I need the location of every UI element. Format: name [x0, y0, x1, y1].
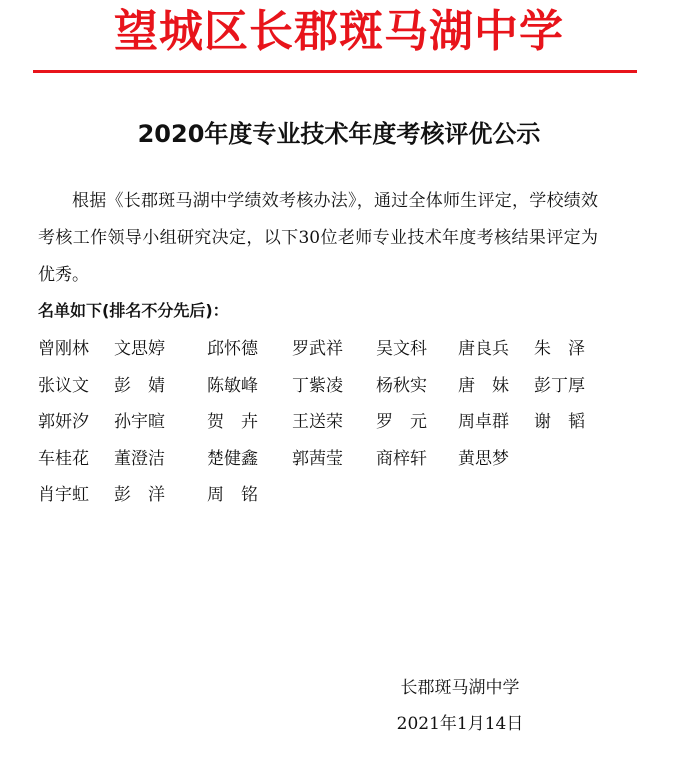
name-row	[38, 407, 638, 444]
teacher-name: 周卓群	[458, 412, 509, 432]
teacher-name: 商梓轩	[376, 448, 427, 469]
teacher-name: 丁紫凌	[292, 375, 343, 396]
name-row	[38, 480, 638, 517]
teacher-name: 郭妍汐	[38, 412, 89, 432]
teacher-name: 彭丁厚	[534, 375, 585, 396]
name-row	[38, 334, 638, 371]
teacher-name: 朱 泽	[534, 339, 585, 359]
signature-date: 2021年1月14日	[396, 714, 524, 734]
teacher-name: 孙宇暄	[114, 412, 165, 432]
document-title: 2020年度专业技术年度考核评优公示	[137, 120, 541, 148]
teacher-name: 王送荣	[292, 412, 343, 432]
teacher-name-list	[38, 334, 638, 517]
name-row	[38, 444, 638, 481]
teacher-name: 郭茜莹	[292, 448, 343, 469]
teacher-name: 周 铭	[207, 485, 258, 505]
teacher-name: 车桂花	[38, 448, 89, 469]
teacher-name: 唐良兵	[458, 339, 509, 359]
header-divider	[33, 70, 637, 73]
teacher-name: 肖宇虹	[38, 485, 89, 505]
teacher-name: 杨秋实	[376, 375, 427, 396]
teacher-name: 彭 洋	[114, 485, 165, 505]
teacher-name: 黄思梦	[458, 448, 509, 469]
announcement-body: 根据《长郡斑马湖中学绩效考核办法》，通过全体师生评定，学校绩效考核工作领导小组研究决定，以下30位老师专业技术年度考核结果评定为优秀。	[38, 191, 598, 285]
signature-organization: 长郡斑马湖中学	[400, 678, 520, 698]
teacher-name: 邱怀德	[207, 339, 258, 359]
teacher-name: 罗武祥	[292, 339, 343, 359]
teacher-name: 吴文科	[376, 339, 427, 359]
teacher-name: 文思婷	[114, 339, 165, 359]
teacher-name: 彭 婧	[114, 375, 165, 396]
teacher-name: 唐 妹	[458, 375, 509, 396]
teacher-name: 贺 卉	[207, 412, 258, 432]
teacher-name: 谢 韬	[534, 412, 585, 432]
teacher-name: 陈敏峰	[207, 375, 258, 396]
teacher-name: 楚健鑫	[207, 448, 258, 469]
name-list-heading: 名单如下(排名不分先后)：	[38, 301, 229, 320]
teacher-name: 曾刚林	[38, 339, 89, 359]
teacher-name: 董澄洁	[114, 448, 165, 469]
teacher-name: 张议文	[38, 375, 89, 396]
teacher-name: 罗 元	[376, 412, 427, 432]
school-name-header: 望城区长郡斑马湖中学	[114, 6, 564, 57]
name-row	[38, 371, 638, 408]
